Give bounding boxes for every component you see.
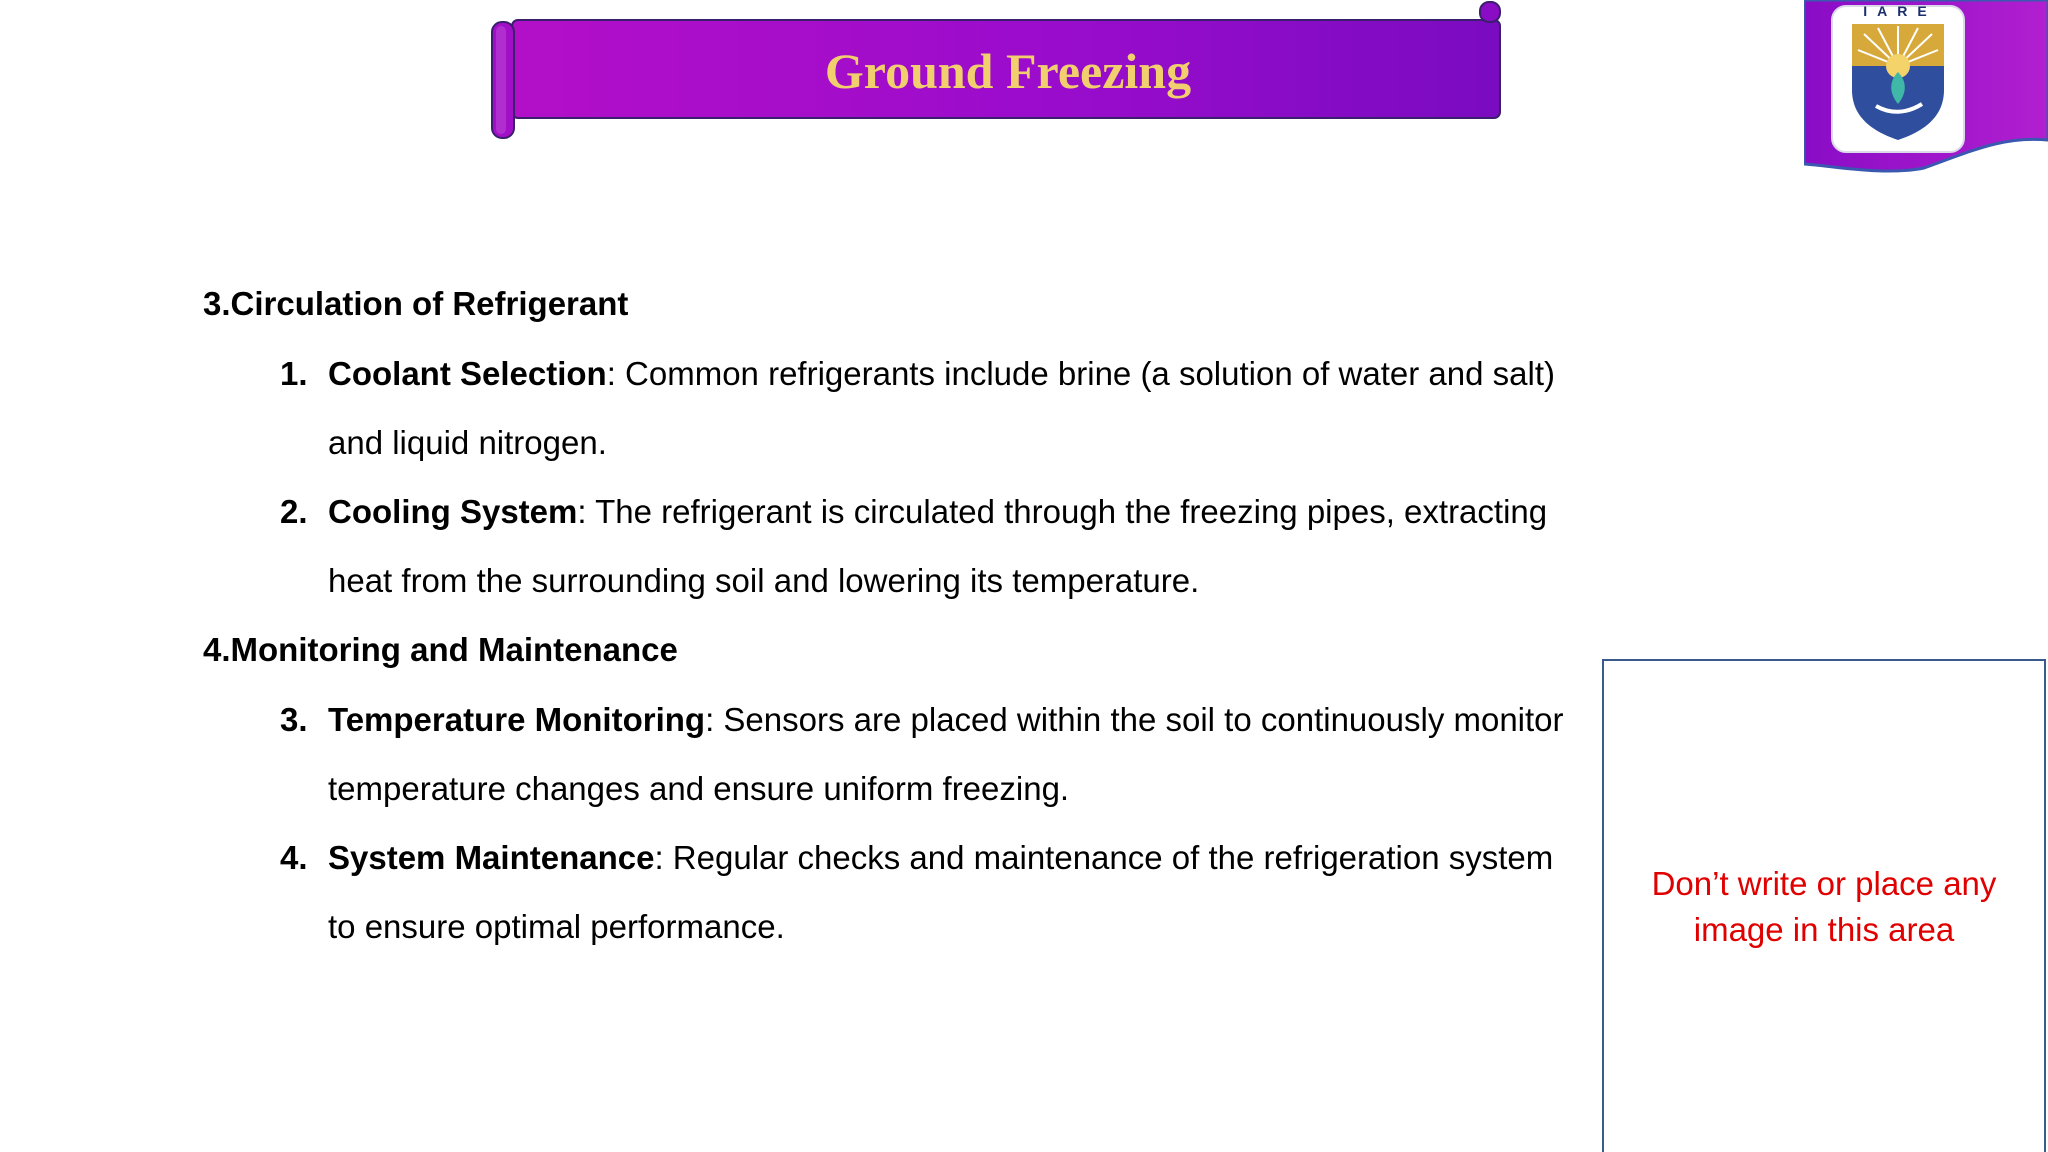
logo-corner-shape bbox=[1804, 0, 2048, 176]
item-text: : The refrigerant is circulated through the freezing pipes, extracting heat from the surrounding soil and lowering its temperature. bbox=[328, 493, 1548, 599]
list-item bbox=[280, 685, 1580, 823]
item-text: : Sensors are placed within the soil to continuously monitor temperature changes and ensure uniform freezing. bbox=[328, 701, 1564, 807]
logo-letters: IARE bbox=[1863, 3, 1937, 19]
institution-logo-area bbox=[1804, 0, 2048, 176]
list-item bbox=[280, 339, 1580, 477]
title-banner bbox=[490, 0, 1506, 142]
list-item bbox=[280, 823, 1580, 961]
page-title: Ground Freezing bbox=[824, 43, 1192, 99]
item-text: : Regular checks and maintenance of the refrigeration system to ensure optimal performance. bbox=[328, 839, 1554, 945]
section-heading-monitoring: 4.Monitoring and Maintenance bbox=[203, 631, 678, 668]
list-number: 1. bbox=[280, 355, 308, 392]
item-term: Coolant Selection bbox=[328, 355, 607, 392]
section-heading-circulation: 3.Circulation of Refrigerant bbox=[203, 285, 629, 322]
list-item bbox=[280, 477, 1580, 615]
item-term: System Maintenance bbox=[328, 839, 655, 876]
item-term: Temperature Monitoring bbox=[328, 701, 706, 738]
list-number: 4. bbox=[280, 839, 308, 876]
item-text: : Common refrigerants include brine (a solution of water and salt) and liquid nitrogen. bbox=[328, 355, 1555, 461]
reserved-area-note: Don’t write or place any image in this area bbox=[1651, 865, 1997, 948]
reserved-area-box bbox=[1602, 659, 2046, 1152]
list-number: 2. bbox=[280, 493, 308, 530]
list-number: 3. bbox=[280, 701, 308, 738]
item-term: Cooling System bbox=[328, 493, 578, 530]
